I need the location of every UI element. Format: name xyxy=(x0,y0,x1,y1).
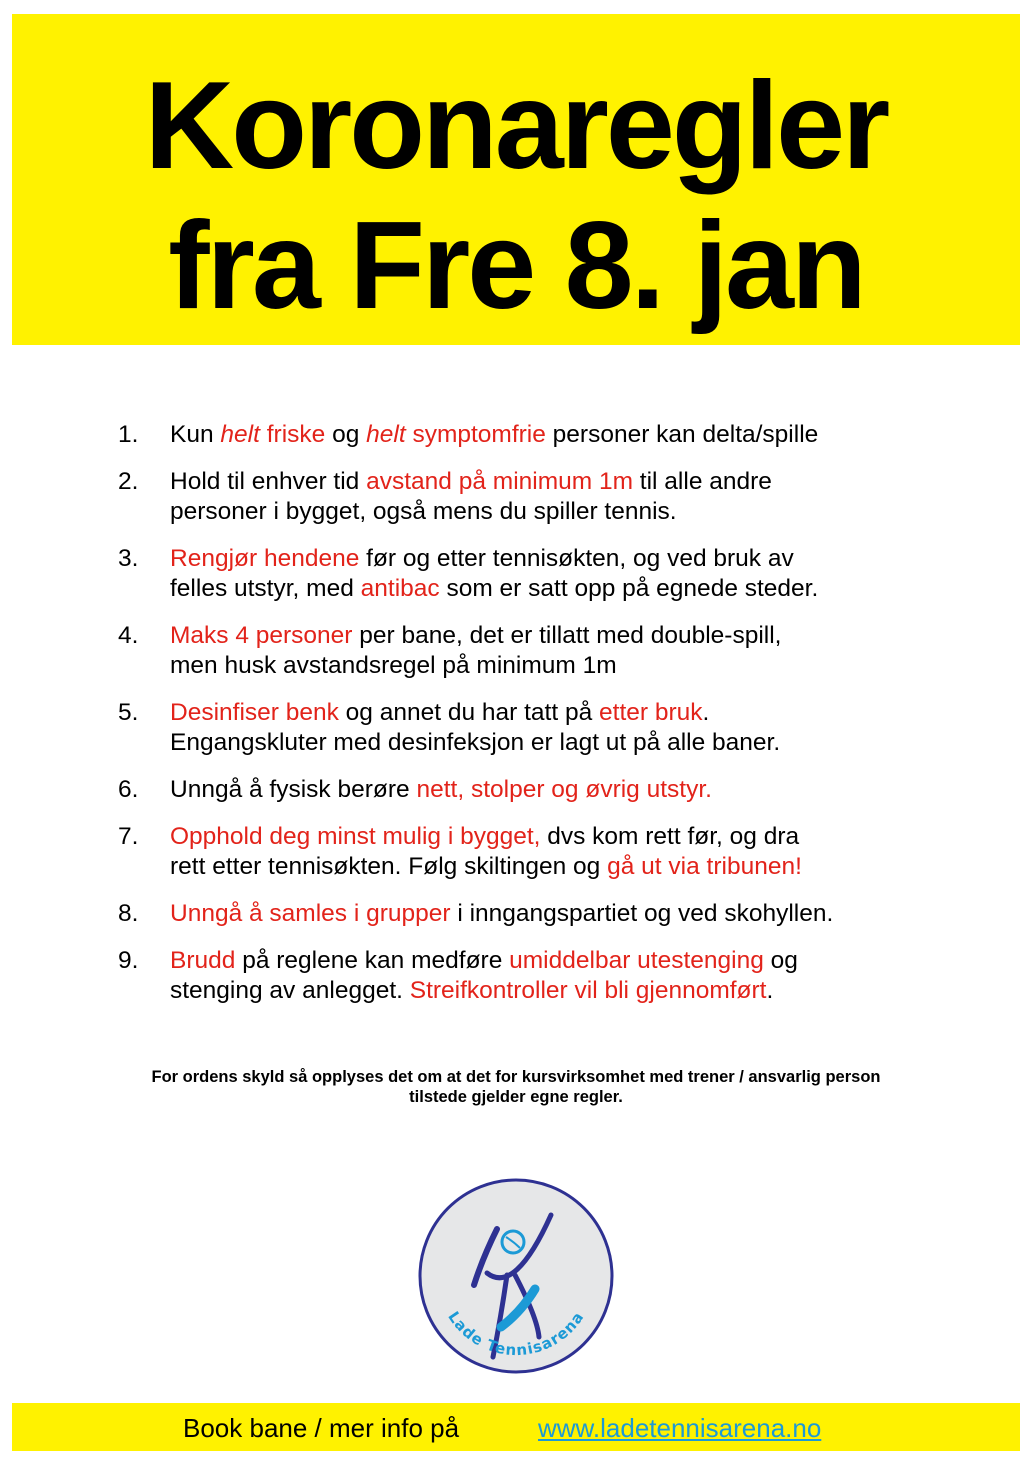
text-segment: på reglene kan medføre xyxy=(235,947,510,974)
text-segment: personer i bygget, også mens du spiller tennis. xyxy=(170,498,677,525)
list-item-text xyxy=(170,899,978,929)
list-item xyxy=(118,899,978,929)
highlighted-text: Streifkontroller vil bli gjennomført xyxy=(409,977,767,1004)
list-item-number: 6. xyxy=(118,776,139,803)
list-item-text xyxy=(170,420,978,450)
list-item-number: 4. xyxy=(118,622,139,649)
list-item xyxy=(118,775,978,805)
text-segment: som er satt opp på egnede steder. xyxy=(439,575,819,602)
highlighted-text: Opphold deg minst mulig i bygget, xyxy=(170,823,541,850)
page-title-line-1: Koronaregler xyxy=(144,57,888,195)
highlighted-text: Desinfiser benk xyxy=(170,699,339,726)
list-item-text xyxy=(170,544,978,574)
highlighted-text: friske xyxy=(259,421,326,448)
list-item-number: 1. xyxy=(118,421,139,448)
title-banner xyxy=(12,14,1020,345)
lade-tennisarena-logo xyxy=(417,1177,615,1375)
text-segment: og annet du har tatt på xyxy=(338,699,600,726)
list-item xyxy=(118,822,978,882)
text-segment: felles utstyr, med xyxy=(170,575,361,602)
tennis-player-logo-icon xyxy=(417,1177,615,1375)
list-item-text xyxy=(170,497,978,527)
text-segment: og xyxy=(325,421,367,448)
list-item xyxy=(118,467,978,527)
text-segment: men husk avstandsregel på minimum 1m xyxy=(170,652,617,679)
text-segment: og xyxy=(763,947,798,974)
text-segment: . xyxy=(766,977,774,1004)
footer-text: Book bane / mer info på xyxy=(183,1413,460,1443)
highlighted-text: Unngå å samles i grupper xyxy=(170,900,451,927)
list-item xyxy=(118,420,978,450)
list-item-number: 5. xyxy=(118,699,139,726)
footer-banner xyxy=(12,1403,1020,1451)
text-segment: . xyxy=(702,699,710,726)
list-item-text xyxy=(170,822,978,852)
list-item-text xyxy=(170,621,978,651)
text-segment: i inngangspartiet og ved skohyllen. xyxy=(450,900,834,927)
page-title-line-2: fra Fre 8. jan xyxy=(168,197,864,335)
text-segment: dvs kom rett før, og dra xyxy=(540,823,800,850)
list-item-number: 3. xyxy=(118,545,139,572)
highlighted-text: Rengjør hendene xyxy=(170,545,360,572)
highlighted-text: Maks 4 personer xyxy=(170,622,353,649)
logo-text: Lade Tennisarena xyxy=(444,1308,588,1360)
footnote-line-1: For ordens skyld så opplyses det om at det for kursvirksomhet med trener / ansvarlig person xyxy=(151,1068,881,1086)
text-segment: personer kan delta/spille xyxy=(545,421,819,448)
list-item-text xyxy=(170,976,978,1006)
list-item-text xyxy=(170,574,978,604)
highlighted-text: nett, stolper og øvrig utstyr. xyxy=(416,776,712,803)
website-link[interactable]: www.ladetennisarena.no xyxy=(538,1413,822,1443)
list-item-number: 7. xyxy=(118,823,139,850)
text-segment: Unngå å fysisk berøre xyxy=(170,776,417,803)
text-segment: før og etter tennisøkten, og ved bruk av xyxy=(359,545,794,572)
text-segment: rett etter tennisøkten. Følg skiltingen og xyxy=(170,853,608,880)
text-segment: Engangskluter med desinfeksjon er lagt ut på alle baner. xyxy=(170,729,781,756)
list-item xyxy=(118,544,978,604)
highlighted-text: avstand på minimum 1m xyxy=(366,468,633,495)
highlighted-text: Brudd xyxy=(170,947,236,974)
text-segment: Hold til enhver tid xyxy=(170,468,367,495)
list-item-number: 2. xyxy=(118,468,139,495)
list-item xyxy=(118,698,978,758)
list-item-number: 8. xyxy=(118,900,139,927)
list-item-text xyxy=(170,728,978,758)
highlighted-text: helt xyxy=(220,421,260,448)
text-segment: til alle andre xyxy=(633,468,772,495)
footnote-line-2: tilstede gjelder egne regler. xyxy=(409,1088,623,1106)
highlighted-text: umiddelbar utestenging xyxy=(509,947,764,974)
highlighted-text: antibac xyxy=(360,575,440,602)
list-item-number: 9. xyxy=(118,947,139,974)
list-item-text xyxy=(170,852,978,882)
list-item-text xyxy=(170,946,978,976)
list-item-text xyxy=(170,775,978,805)
highlighted-text: etter bruk xyxy=(599,699,703,726)
rules-list xyxy=(118,420,978,1023)
list-item-text xyxy=(170,698,978,728)
text-segment: per bane, det er tillatt med double-spill, xyxy=(352,622,782,649)
list-item xyxy=(118,946,978,1006)
list-item-text xyxy=(170,651,978,681)
highlighted-text: gå ut via tribunen! xyxy=(607,853,802,880)
list-item xyxy=(118,621,978,681)
text-segment: stenging av anlegget. xyxy=(170,977,410,1004)
footnote xyxy=(60,1067,972,1107)
highlighted-text: helt xyxy=(366,421,406,448)
list-item-text xyxy=(170,467,978,497)
highlighted-text: symptomfrie xyxy=(405,421,546,448)
text-segment: Kun xyxy=(170,421,221,448)
